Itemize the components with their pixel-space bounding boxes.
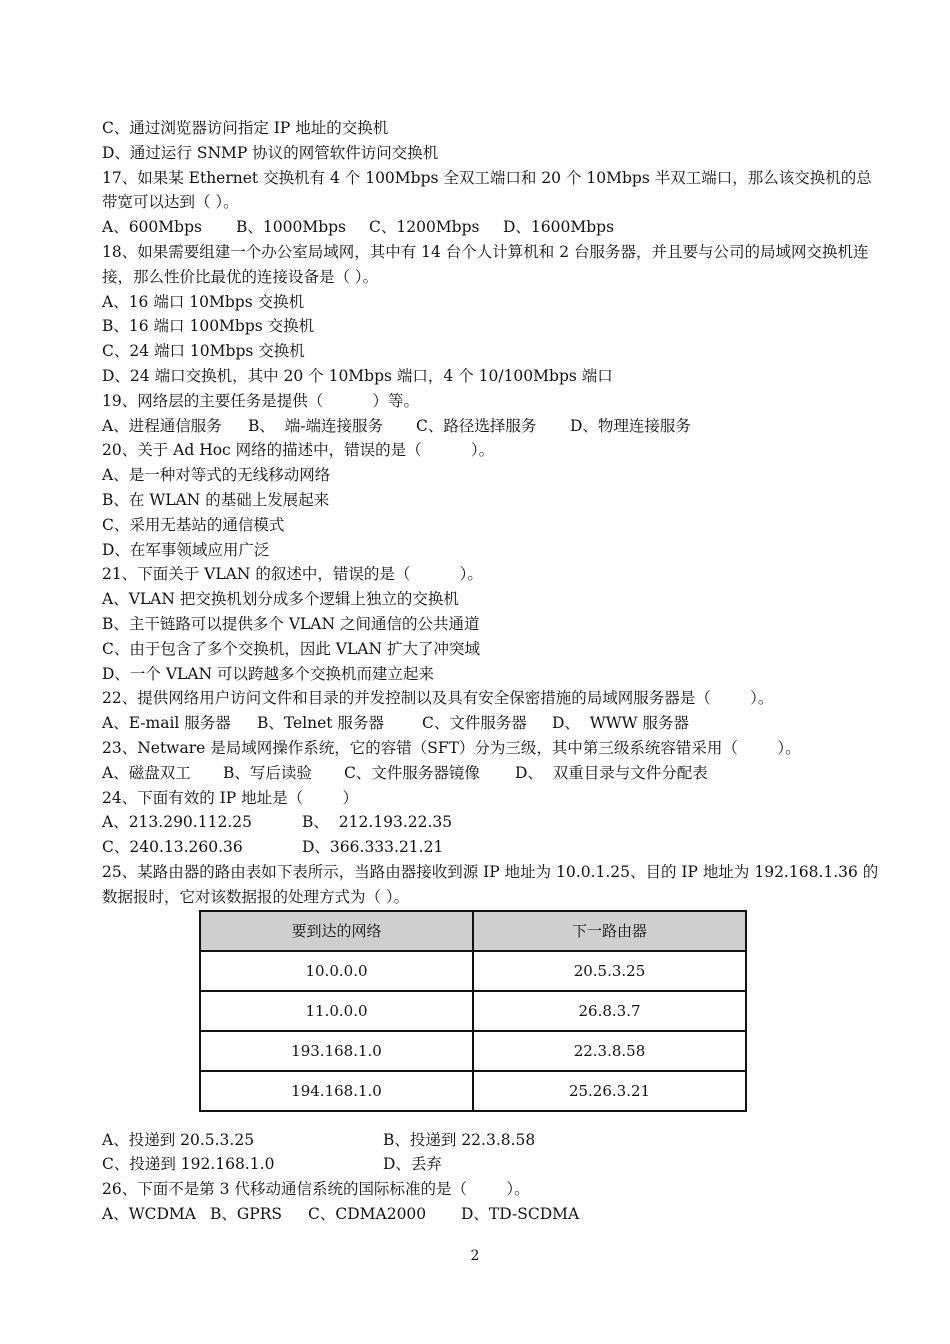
q23-option-b: B、写后读验 [223,763,312,782]
q20-text: 20、关于 Ad Hoc 网络的描述中，错误的是（ ）。 [102,441,495,460]
q20-option-d: D、在军事领域应用广泛 [102,540,270,559]
page-number: 2 [470,1248,480,1264]
cell-network: 193.168.1.0 [200,1031,473,1071]
routing-table-header [200,911,746,951]
q17-option-d: D、1600Mbps [503,218,615,237]
q22-option-c: C、文件服务器 [422,714,527,733]
q24-option-b: B、 212.193.22.35 [302,813,453,832]
q17-option-a: A、600Mbps [102,218,202,237]
q19-option-d: D、物理连接服务 [570,416,691,435]
q26-option-a: A、WCDMA [102,1204,196,1223]
q18-option-b: B、16 端口 100Mbps 交换机 [102,317,315,336]
table-row [200,991,746,1031]
q24-option-d: D、366.333.21.21 [302,838,444,857]
q24-option-c: C、240.13.260.36 [102,838,243,857]
routing-table [199,910,747,1112]
q23-option-c: C、文件服务器镜像 [344,763,480,782]
q21-option-c: C、由于包含了多个交换机，因此 VLAN 扩大了冲突域 [102,639,480,658]
q23-options [102,761,882,786]
q20-option-b: B、在 WLAN 的基础上发展起来 [102,490,330,509]
q19-options [102,414,882,439]
q26-options [102,1202,882,1227]
q21-option-a: A、VLAN 把交换机划分成多个逻辑上独立的交换机 [102,590,459,609]
q25-text: 25、某路由器的路由表如下表所示，当路由器接收到源 IP 地址为 10.0.1.25、目的 IP 地址为 192.168.1.36 的数据报时，它对该数据报的处理方式为（ ）。 [102,862,879,906]
q23-option-a: A、磁盘双工 [102,763,191,782]
q26-option-c: C、CDMA2000 [308,1204,427,1223]
table-row [200,1071,746,1111]
table-row [200,951,746,991]
q22-text: 22、提供网络用户访问文件和目录的并发控制以及具有安全保密措施的局域网服务器是（ ）。 [102,689,774,708]
q18-text: 18、如果需要组建一个办公室局域网，其中有 14 台个人计算机和 2 台服务器，并且要与公司的局域网交换机连接，那么性价比最优的连接设备是（ ）。 [102,242,869,286]
q23-option-d: D、 双重目录与文件分配表 [515,763,708,782]
q22-option-a: A、E-mail 服务器 [102,714,231,733]
cell-next-router: 26.8.3.7 [473,991,746,1031]
q17-option-c: C、1200Mbps [369,218,480,237]
q25-option-c: C、投递到 192.168.1.0 [102,1155,275,1174]
q24-options-row2 [102,835,882,860]
q18-option-d: D、24 端口交换机，其中 20 个 10Mbps 端口，4 个 10/100Mbps 端口 [102,366,613,385]
q17-options [102,215,882,240]
q17-option-b: B、1000Mbps [236,218,347,237]
q16-option-c: C、通过浏览器访问指定 IP 地址的交换机 [102,119,389,137]
q20-option-c: C、采用无基站的通信模式 [102,515,285,534]
q16-option-d: D、通过运行 SNMP 协议的网管软件访问交换机 [102,143,439,162]
cell-network: 194.168.1.0 [200,1071,473,1111]
q24-option-a: A、213.290.112.25 [102,813,252,832]
q18-option-c: C、24 端口 10Mbps 交换机 [102,342,305,361]
q20-option-a: A、是一种对等式的无线移动网络 [102,466,331,485]
q21-option-d: D、一个 VLAN 可以跨越多个交换机而建立起来 [102,664,435,683]
q22-option-d: D、 WWW 服务器 [552,714,690,733]
q22-options [102,711,882,736]
header-network: 要到达的网络 [200,911,473,951]
q26-option-d: D、TD-SCDMA [461,1204,580,1223]
header-next-router: 下一路由器 [473,911,746,951]
q19-text: 19、网络层的主要任务是提供（ ）等。 [102,391,419,410]
page-content [102,116,882,1227]
cell-next-router: 25.26.3.21 [473,1071,746,1111]
cell-next-router: 22.3.8.58 [473,1031,746,1071]
q21-text: 21、下面关于 VLAN 的叙述中，错误的是（ ）。 [102,565,483,584]
q25-option-a: A、投递到 20.5.3.25 [102,1130,255,1149]
q24-text: 24、下面有效的 IP 地址是（ ） [102,788,359,807]
q25-options-row1 [102,1128,882,1153]
q17-text: 17、如果某 Ethernet 交换机有 4 个 100Mbps 全双工端口和 20 个 10Mbps 半双工端口，那么该交换机的总带宽可以达到（ ）。 [102,168,872,212]
q19-option-c: C、路径选择服务 [416,416,537,435]
table-row [200,1031,746,1071]
q24-options-row1 [102,810,882,835]
spacer [102,1112,882,1128]
q19-option-a: A、进程通信服务 [102,416,222,435]
cell-network: 10.0.0.0 [200,951,473,991]
q26-option-b: B、GPRS [210,1204,282,1223]
q19-option-b: B、 端-端连接服务 [248,416,383,435]
q25-option-b: B、投递到 22.3.8.58 [383,1130,536,1149]
cell-network: 11.0.0.0 [200,991,473,1031]
q25-options-row2 [102,1152,882,1177]
q26-text: 26、下面不是第 3 代移动通信系统的国际标准的是（ ）。 [102,1180,530,1199]
cell-next-router: 20.5.3.25 [473,951,746,991]
q25-option-d: D、丢弃 [383,1155,442,1174]
q23-text: 23、Netware 是局域网操作系统，它的容错（SFT）分为三级，其中第三级系统容错采用（ ）。 [102,738,801,757]
q18-option-a: A、16 端口 10Mbps 交换机 [102,292,305,311]
q21-option-b: B、主干链路可以提供多个 VLAN 之间通信的公共通道 [102,614,480,633]
q22-option-b: B、Telnet 服务器 [257,714,384,733]
